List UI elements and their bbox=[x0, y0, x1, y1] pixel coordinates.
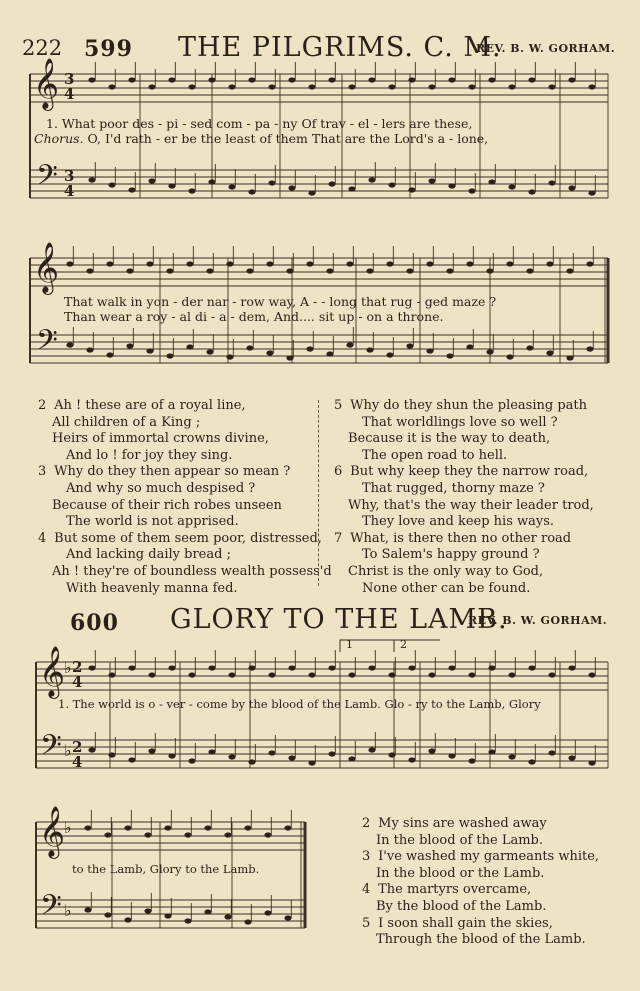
notehead bbox=[124, 917, 131, 922]
notehead bbox=[588, 84, 595, 89]
notehead bbox=[84, 907, 91, 912]
notehead bbox=[148, 748, 155, 753]
verse-line: Heirs of immortal crowns divine, bbox=[52, 431, 269, 447]
notehead bbox=[268, 672, 275, 677]
notehead bbox=[468, 672, 475, 677]
notehead bbox=[224, 914, 231, 919]
notehead bbox=[308, 672, 315, 677]
treble-clef-2: 𝄞 bbox=[33, 242, 60, 293]
notehead bbox=[166, 268, 173, 273]
notehead bbox=[288, 665, 295, 670]
notehead bbox=[146, 348, 153, 353]
notehead bbox=[408, 187, 415, 192]
verse-line: That worldlings love so well ? bbox=[362, 414, 558, 430]
notehead bbox=[128, 77, 135, 82]
notehead bbox=[588, 190, 595, 195]
notehead bbox=[148, 178, 155, 183]
verse-line: And lo ! for joy they sing. bbox=[66, 447, 233, 463]
page-number: 222 bbox=[22, 36, 63, 60]
bass-clef-1: 𝄢 bbox=[36, 159, 58, 199]
notehead bbox=[288, 755, 295, 760]
hymn-author-600: REV. B. W. GORHAM. bbox=[468, 614, 608, 627]
treble-clef-4: 𝄞 bbox=[39, 806, 66, 857]
notehead bbox=[104, 832, 111, 837]
verse-line: 6 But why keep they the narrow road, bbox=[334, 464, 589, 480]
verse-line: And lacking daily bread ; bbox=[66, 547, 231, 563]
notehead bbox=[248, 759, 255, 764]
notehead bbox=[268, 180, 275, 185]
verse-line: With heavenly manna fed. bbox=[66, 580, 238, 596]
verse-line: 2 Ah ! these are of a royal line, bbox=[38, 398, 246, 413]
notehead bbox=[568, 755, 575, 760]
notehead bbox=[208, 665, 215, 670]
notehead bbox=[168, 77, 175, 82]
notehead bbox=[406, 268, 413, 273]
verse-line: To Salem's happy ground ? bbox=[362, 547, 540, 563]
verse-line: 5 Why do they shun the pleasing path bbox=[334, 398, 587, 413]
notehead bbox=[246, 345, 253, 350]
verse-line: Ah ! they're of boundless wealth possess'd bbox=[52, 563, 332, 579]
notehead bbox=[204, 909, 211, 914]
time-sig-bottom-2: 4 bbox=[64, 182, 75, 200]
notehead bbox=[88, 77, 95, 82]
notehead bbox=[148, 84, 155, 89]
bass-staff-4 bbox=[36, 900, 305, 928]
notehead bbox=[528, 77, 535, 82]
notehead bbox=[286, 355, 293, 360]
notehead bbox=[328, 751, 335, 756]
notehead bbox=[328, 181, 335, 186]
notehead bbox=[468, 84, 475, 89]
notehead bbox=[204, 825, 211, 830]
notehead bbox=[286, 268, 293, 273]
treble-staff-2 bbox=[30, 258, 608, 286]
notehead bbox=[128, 187, 135, 192]
verses-599-left bbox=[38, 398, 332, 597]
notehead bbox=[428, 672, 435, 677]
notehead bbox=[184, 918, 191, 923]
notehead bbox=[388, 84, 395, 89]
bass-clef-2: 𝄢 bbox=[36, 324, 58, 364]
notehead bbox=[366, 347, 373, 352]
hymn-author-599: REV. B. W. GORHAM. bbox=[476, 42, 616, 55]
notehead bbox=[88, 747, 95, 752]
verse-line: In the blood of the Lamb. bbox=[376, 832, 544, 848]
notehead bbox=[526, 345, 533, 350]
notehead bbox=[284, 915, 291, 920]
verse-line: All children of a King ; bbox=[52, 414, 201, 430]
verse-line: 4 But some of them seem poor, distressed, bbox=[38, 530, 322, 546]
notehead bbox=[506, 354, 513, 359]
notehead bbox=[266, 261, 273, 266]
notehead bbox=[224, 832, 231, 837]
notehead bbox=[266, 350, 273, 355]
notehead bbox=[508, 184, 515, 189]
notehead bbox=[108, 84, 115, 89]
notehead bbox=[408, 757, 415, 762]
notehead bbox=[348, 672, 355, 677]
notehead bbox=[206, 349, 213, 354]
notehead bbox=[268, 84, 275, 89]
notehead bbox=[408, 665, 415, 670]
notehead bbox=[228, 84, 235, 89]
notehead bbox=[548, 672, 555, 677]
notehead bbox=[386, 352, 393, 357]
notehead bbox=[546, 261, 553, 266]
lyrics-599-line2 bbox=[34, 131, 488, 146]
notehead bbox=[108, 752, 115, 757]
notehead bbox=[146, 261, 153, 266]
notehead bbox=[108, 182, 115, 187]
notehead bbox=[248, 189, 255, 194]
notehead bbox=[228, 184, 235, 189]
notehead bbox=[588, 672, 595, 677]
notehead bbox=[566, 355, 573, 360]
notehead bbox=[508, 84, 515, 89]
notehead bbox=[248, 77, 255, 82]
notehead bbox=[186, 261, 193, 266]
notehead bbox=[426, 261, 433, 266]
notehead bbox=[208, 749, 215, 754]
notehead bbox=[386, 261, 393, 266]
notehead bbox=[104, 912, 111, 917]
treble-staff-1 bbox=[30, 70, 608, 102]
notehead bbox=[244, 919, 251, 924]
notehead bbox=[288, 77, 295, 82]
notehead bbox=[486, 349, 493, 354]
notehead bbox=[446, 353, 453, 358]
notehead bbox=[308, 84, 315, 89]
notehead bbox=[144, 908, 151, 913]
notehead bbox=[466, 344, 473, 349]
notehead bbox=[368, 747, 375, 752]
notehead bbox=[528, 665, 535, 670]
notehead bbox=[226, 261, 233, 266]
notehead bbox=[86, 347, 93, 352]
notehead bbox=[586, 261, 593, 266]
notehead bbox=[448, 753, 455, 758]
hymn-title-glory: GLORY TO THE LAMB. bbox=[170, 604, 508, 635]
notehead bbox=[548, 750, 555, 755]
notehead bbox=[86, 268, 93, 273]
notehead bbox=[528, 189, 535, 194]
notehead bbox=[164, 825, 171, 830]
notehead bbox=[88, 177, 95, 182]
notehead bbox=[264, 910, 271, 915]
lyrics-599-line4: Than wear a roy - al di - a - dem, And.... sit up - on a throne. bbox=[64, 309, 444, 324]
notehead bbox=[108, 672, 115, 677]
notehead bbox=[166, 353, 173, 358]
bass-clef-4: 𝄢 bbox=[40, 889, 62, 929]
notehead bbox=[208, 179, 215, 184]
notehead bbox=[306, 261, 313, 266]
notehead bbox=[366, 268, 373, 273]
notehead bbox=[346, 261, 353, 266]
notehead bbox=[328, 665, 335, 670]
notehead bbox=[88, 665, 95, 670]
bass-clef-3: 𝄢 bbox=[40, 729, 62, 769]
notehead bbox=[308, 190, 315, 195]
notehead bbox=[66, 342, 73, 347]
notehead bbox=[466, 261, 473, 266]
notehead bbox=[408, 77, 415, 82]
notehead bbox=[506, 261, 513, 266]
lyrics-599-line3: That walk in yon - der nar - row way, A - - long that rug - ged maze ? bbox=[64, 294, 497, 309]
notehead bbox=[168, 665, 175, 670]
verse-line: 7 What, is there then no other road bbox=[334, 530, 572, 546]
notehead bbox=[188, 758, 195, 763]
verse-line: 4 The martyrs overcame, bbox=[362, 882, 532, 898]
notehead bbox=[448, 183, 455, 188]
notehead bbox=[566, 268, 573, 273]
notehead bbox=[486, 268, 493, 273]
verse-line: The open road to hell. bbox=[362, 447, 508, 463]
notehead bbox=[568, 77, 575, 82]
notehead bbox=[548, 180, 555, 185]
verse-line: Through the blood of the Lamb. bbox=[376, 932, 586, 948]
notehead bbox=[446, 268, 453, 273]
notehead bbox=[368, 665, 375, 670]
notehead bbox=[164, 913, 171, 918]
notehead bbox=[348, 186, 355, 191]
verse-line: They love and keep his ways. bbox=[362, 514, 555, 530]
notehead bbox=[126, 268, 133, 273]
notehead bbox=[428, 748, 435, 753]
notehead bbox=[328, 77, 335, 82]
notehead bbox=[488, 179, 495, 184]
notehead bbox=[526, 268, 533, 273]
verse-line: Christ is the only way to God, bbox=[348, 563, 544, 579]
time-sig-bottom-1: 4 bbox=[64, 85, 75, 103]
notehead bbox=[368, 177, 375, 182]
notehead bbox=[528, 759, 535, 764]
notehead bbox=[188, 188, 195, 193]
notehead bbox=[228, 672, 235, 677]
notehead bbox=[488, 749, 495, 754]
notehead bbox=[428, 84, 435, 89]
hymn-title-pilgrims: THE PILGRIMS. C. M. bbox=[178, 32, 502, 63]
notehead bbox=[128, 665, 135, 670]
notehead bbox=[388, 182, 395, 187]
notehead bbox=[288, 185, 295, 190]
key-flat-3: ♭ bbox=[64, 818, 72, 837]
notehead bbox=[548, 84, 555, 89]
notehead bbox=[66, 261, 73, 266]
notehead bbox=[244, 825, 251, 830]
notehead bbox=[488, 665, 495, 670]
notehead bbox=[306, 346, 313, 351]
verse-divider bbox=[318, 400, 319, 586]
treble-clef-1: 𝄞 bbox=[33, 58, 60, 109]
notehead bbox=[128, 757, 135, 762]
notehead bbox=[188, 84, 195, 89]
notehead bbox=[326, 268, 333, 273]
bass-staff-2 bbox=[30, 335, 608, 363]
verse-line: That rugged, thorny maze ? bbox=[362, 480, 545, 496]
notehead bbox=[186, 344, 193, 349]
notehead bbox=[264, 832, 271, 837]
treble-clef-3: 𝄞 bbox=[39, 646, 66, 697]
notehead bbox=[188, 672, 195, 677]
ending-brackets bbox=[340, 640, 440, 652]
notehead bbox=[348, 756, 355, 761]
notehead bbox=[268, 750, 275, 755]
notehead bbox=[546, 350, 553, 355]
verse-line: 3 I've washed my garmeants white, bbox=[362, 849, 600, 865]
lyrics-599-line1: 1. What poor des - pi - sed com - pa - ny Of trav - el - lers are these, bbox=[46, 116, 473, 131]
notehead bbox=[326, 351, 333, 356]
key-flat-4: ♭ bbox=[64, 901, 72, 920]
verse-line: And why so much despised ? bbox=[66, 480, 256, 496]
treble-staff-3 bbox=[36, 658, 608, 690]
verses-600 bbox=[362, 816, 599, 949]
notehead bbox=[246, 268, 253, 273]
notehead bbox=[124, 825, 131, 830]
notehead bbox=[448, 77, 455, 82]
notehead bbox=[388, 752, 395, 757]
notehead bbox=[106, 352, 113, 357]
time-sig-top-3: 2 bbox=[72, 658, 83, 676]
lyrics-600-line1: 1. The world is o - ver - come by the blood of the Lamb. Glo - ry to the Lamb, Glory bbox=[58, 697, 541, 711]
hymn-number-600: 600 bbox=[70, 610, 119, 636]
notehead bbox=[508, 754, 515, 759]
bass-staff-3 bbox=[36, 740, 608, 771]
verse-line: Why, that's the way their leader trod, bbox=[348, 497, 594, 513]
notehead bbox=[426, 348, 433, 353]
verse-line: 3 Why do they then appear so mean ? bbox=[38, 464, 291, 480]
notehead bbox=[428, 178, 435, 183]
notehead bbox=[106, 261, 113, 266]
notehead bbox=[368, 77, 375, 82]
notehead bbox=[488, 77, 495, 82]
notehead bbox=[206, 268, 213, 273]
notehead bbox=[348, 84, 355, 89]
notehead bbox=[388, 672, 395, 677]
notehead bbox=[168, 183, 175, 188]
ending-1-label: 1 bbox=[346, 638, 353, 651]
ending-2-label: 2 bbox=[400, 638, 407, 651]
time-sig-top-2: 3 bbox=[64, 167, 75, 185]
verse-line: The world is not apprised. bbox=[66, 514, 239, 530]
notehead bbox=[568, 185, 575, 190]
time-sig-top-1: 3 bbox=[64, 70, 75, 88]
notehead bbox=[84, 825, 91, 830]
chorus-label: Chorus. bbox=[34, 131, 84, 146]
notehead bbox=[508, 672, 515, 677]
verse-line: Because it is the way to death, bbox=[348, 431, 551, 447]
lyrics-599-chorus: O, I'd rath - er be the least of them That are the Lord's a - lone, bbox=[87, 131, 489, 146]
time-sig-top-4: 2 bbox=[72, 738, 83, 756]
notehead bbox=[468, 758, 475, 763]
lyrics-600-line2: to the Lamb, Glory to the Lamb. bbox=[72, 862, 260, 876]
time-sig-bottom-4: 4 bbox=[72, 753, 83, 771]
key-flat-2: ♭ bbox=[64, 741, 72, 760]
notehead bbox=[148, 672, 155, 677]
notehead bbox=[144, 832, 151, 837]
verse-line: 5 I soon shall gain the skies, bbox=[362, 915, 553, 931]
verse-line: 2 My sins are washed away bbox=[362, 816, 547, 831]
notehead bbox=[308, 760, 315, 765]
notehead bbox=[406, 343, 413, 348]
verses-599-right bbox=[334, 398, 594, 597]
notehead bbox=[248, 665, 255, 670]
verse-line: By the blood of the Lamb. bbox=[376, 898, 547, 914]
notehead bbox=[228, 754, 235, 759]
notehead bbox=[226, 354, 233, 359]
notehead bbox=[588, 760, 595, 765]
notehead bbox=[284, 825, 291, 830]
notehead bbox=[568, 665, 575, 670]
notehead bbox=[168, 753, 175, 758]
verse-line: None other can be found. bbox=[362, 580, 531, 596]
notehead bbox=[586, 346, 593, 351]
notehead bbox=[468, 188, 475, 193]
bass-staff-1 bbox=[30, 167, 608, 198]
key-flat-1: ♭ bbox=[64, 658, 72, 677]
notehead bbox=[346, 342, 353, 347]
notehead bbox=[208, 77, 215, 82]
verse-line: Because of their rich robes unseen bbox=[52, 497, 282, 513]
time-sig-bottom-3: 4 bbox=[72, 673, 83, 691]
verse-line: In the blood or the Lamb. bbox=[376, 865, 545, 881]
hymn-number-599: 599 bbox=[84, 36, 133, 62]
notehead bbox=[184, 832, 191, 837]
notehead bbox=[126, 343, 133, 348]
notehead bbox=[448, 665, 455, 670]
